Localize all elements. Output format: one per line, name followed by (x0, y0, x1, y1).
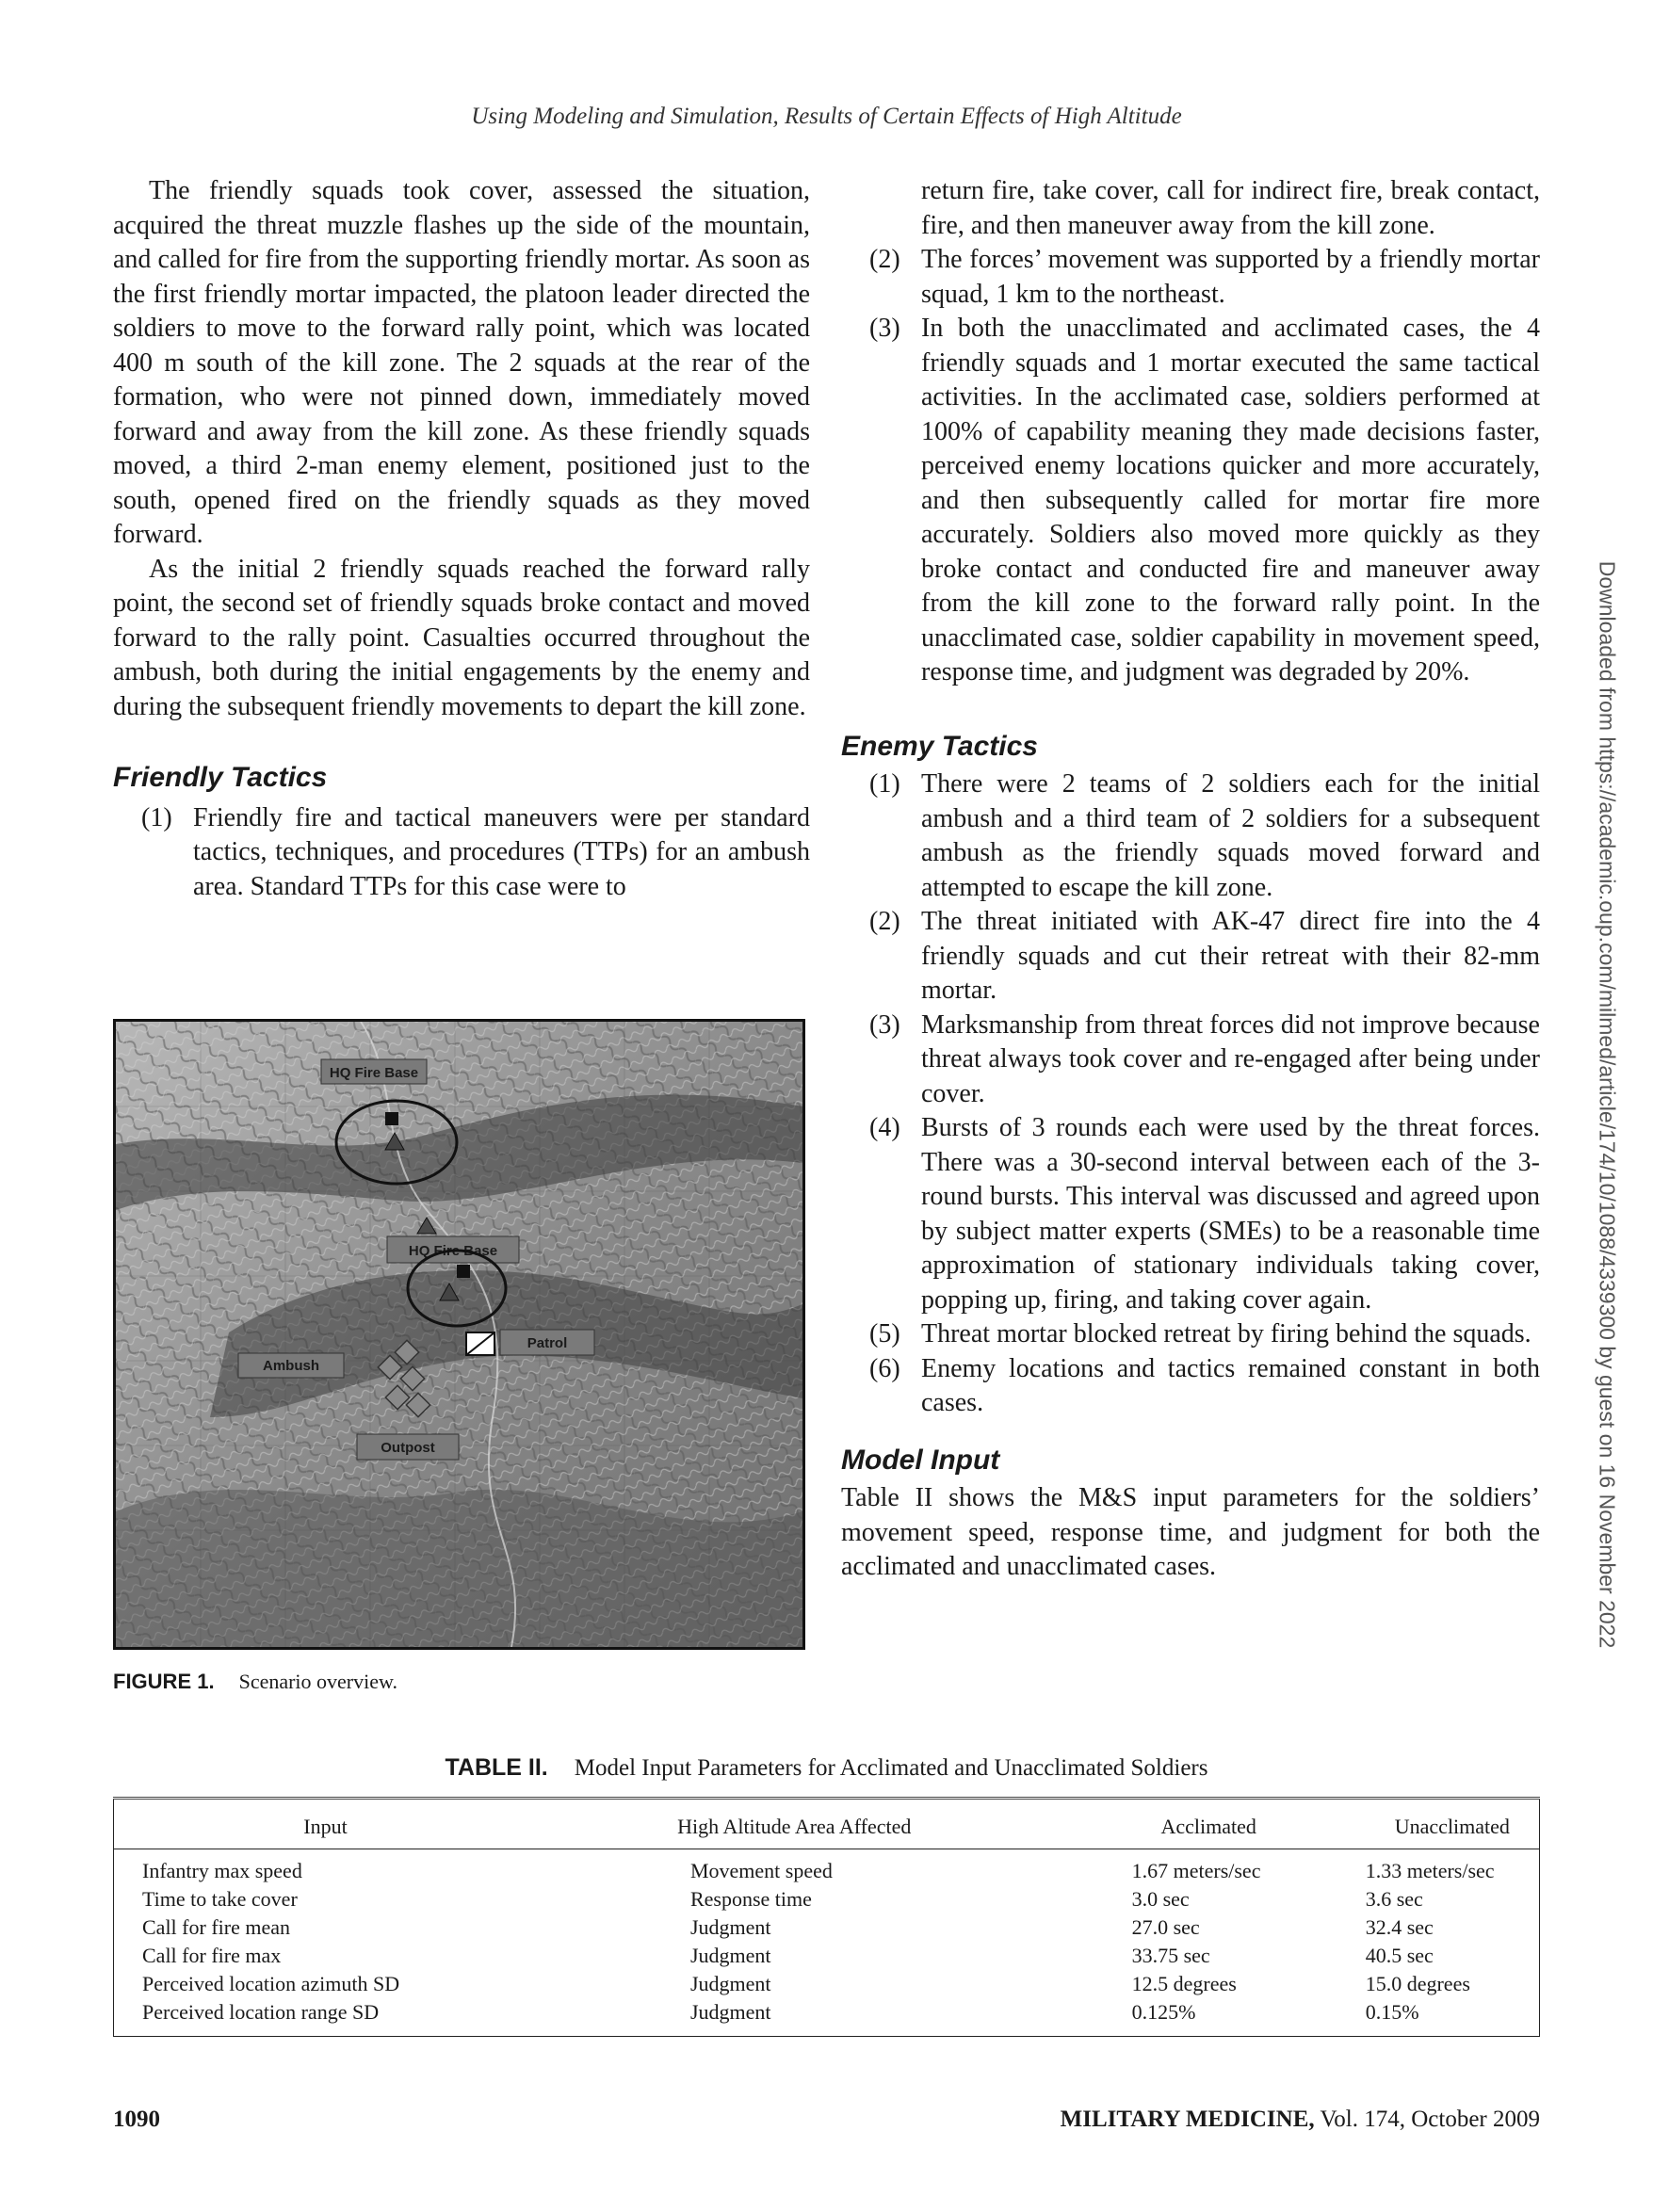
table-row (114, 1942, 1540, 1970)
table-cell: 32.4 sec (1365, 1915, 1434, 1939)
left-column (113, 174, 810, 904)
table-cell: 1.33 meters/sec (1365, 1859, 1495, 1882)
table-row (114, 1913, 1540, 1942)
table-caption-label: TABLE II. (445, 1754, 548, 1781)
download-watermark (1595, 535, 1620, 1674)
list-text: The threat initiated with AK-47 direct fire into the 4 friendly squads and cut their retreat with their 82-mm mortar. (921, 907, 1540, 1005)
list-item (841, 905, 1540, 1009)
body-paragraph: The friendly squads took cover, assessed the situation, acquired the threat muzzle flashes up the side of the mountain, and called for fire from the supporting friendly mortar. As soon as the first friendly mortar impacted, the platoon leader directed the soldiers to move to the forward rally point, which was located 400 m south of the kill zone. The 2 squads at the rear of the formation, who were not pinned down, immediately moved forward and away from the kill zone. As these friendly squads moved, a third 2-man enemy element, positioned just to the south, opened fired on the friendly squads as they moved forward. (113, 176, 810, 549)
table-cell: 15.0 degrees (1365, 1972, 1470, 1995)
list-number: (1) (869, 769, 900, 799)
table-cell: Judgment (689, 2000, 771, 2024)
journal-issue: Vol. 174, October 2009 (1314, 2107, 1540, 2132)
table-cell: Judgment (689, 1944, 771, 1967)
list-text: Friendly fire and tactical maneuvers were per standard tactics, techniques, and procedures (TTPs) for an ambush area. Standard TTPs for this case were to (193, 802, 810, 901)
table-cell: Time to take cover (142, 1887, 298, 1911)
right-column (841, 174, 1540, 1585)
body-paragraph: As the initial 2 friendly squads reached the forward rally point, the second set of friendly squads broke contact and moved forward to the rally point. Casualties occurred throughout the ambush, both during the initial engagements by the enemy and during the subsequent friendly movements to depart the kill zone. (113, 554, 810, 721)
list-item-continued: return fire, take cover, call for indirect fire, break contact, fire, and then maneuver away from the kill zone. (921, 176, 1540, 240)
table-cell: 0.125% (1131, 2000, 1196, 2024)
enemy-tactics-heading: Enemy Tactics (841, 730, 1038, 762)
model-input-heading: Model Input (841, 1444, 1000, 1476)
list-text: The forces’ movement was supported by a friendly mortar squad, 1 km to the northeast. (921, 245, 1540, 309)
map-label-outpost: Outpost (381, 1440, 435, 1456)
download-watermark-text: Downloaded from https://academic.oup.com/milmed/article/174/10/1088/4339300 by guest on 16 November 2022 (1595, 560, 1620, 1649)
list-text: In both the unacclimated and acclimated cases, the 4 friendly squads and 1 mortar executed the same tactical activities. In the acclimated case, soldiers performed at 100% of capability meaning they made decisions faster, perceived enemy locations quicker and more accurately, and then subsequently called for mortar fire more accurately. Soldiers also moved more quickly as they broke contact and conducted fire and maneuver away from the kill zone to the forward rally point. In the unacclimated case, soldier capability in movement speed, response time, and judgment was degraded by 20%. (921, 314, 1540, 686)
list-item (841, 1111, 1540, 1317)
running-head: Using Modeling and Simulation, Results of Certain Effects of High Altitude (471, 104, 1182, 129)
map-label-patrol: Patrol (527, 1335, 568, 1351)
list-number: (3) (869, 314, 900, 343)
figure-caption-label: FIGURE 1. (113, 1670, 215, 1693)
list-number: (3) (869, 1009, 900, 1040)
table-cell: Response time (689, 1887, 812, 1911)
list-number: (6) (869, 1353, 900, 1383)
list-text: Bursts of 3 rounds each were used by the threat forces. There was a 30-second interval between each of the 3-round bursts. This interval was discussed and agreed upon by subject matter experts (SMEs) to be a reasonable time approximation of stationary individuals taking cover, popping up, firing, and taking cover again. (921, 1113, 1540, 1315)
list-item (113, 801, 810, 905)
table-cell: 1.67 meters/sec (1131, 1859, 1261, 1882)
list-text: Marksmanship from threat forces did not improve because threat always took cover and re-engaged after being under cover. (921, 1009, 1540, 1108)
list-item (841, 767, 1540, 905)
list-item (841, 312, 1540, 690)
table-row (114, 1885, 1540, 1913)
terrain-map (116, 1022, 802, 1647)
table-row (114, 1998, 1540, 2037)
table-cell: 40.5 sec (1365, 1944, 1434, 1967)
table-row (114, 1970, 1540, 1998)
list-text: Threat mortar blocked retreat by firing behind the squads. (921, 1319, 1531, 1348)
table-row (114, 1849, 1540, 1886)
table-caption (0, 1754, 1653, 1782)
figure-caption (113, 1670, 397, 1694)
list-item (841, 1317, 1540, 1352)
column-header: Unacclimated (1366, 1799, 1540, 1849)
table-cell: 3.0 sec (1131, 1887, 1190, 1911)
list-number: (2) (869, 245, 900, 274)
table-cell: Infantry max speed (142, 1859, 302, 1882)
map-label-hq-top: HQ Fire Base (329, 1065, 419, 1081)
table-cell: Call for fire max (142, 1944, 282, 1967)
figure-caption-text: Scenario overview. (238, 1670, 397, 1693)
list-item (841, 243, 1540, 312)
table-cell: 12.5 degrees (1131, 1972, 1237, 1995)
map-label-ambush: Ambush (263, 1358, 319, 1374)
table-cell: Movement speed (689, 1859, 833, 1882)
column-header: Acclimated (1052, 1799, 1366, 1849)
enemy-tactics-list (841, 767, 1540, 1421)
table-cell: Perceived location range SD (142, 2000, 380, 2024)
column-header: High Altitude Area Affected (537, 1799, 1052, 1849)
table-cell: Judgment (689, 1972, 771, 1995)
hq-unit-marker (385, 1112, 398, 1125)
list-item (841, 1009, 1540, 1112)
column-header: Input (114, 1799, 537, 1849)
table-cell: Perceived location azimuth SD (142, 1972, 400, 1995)
table-cell: Judgment (689, 1915, 771, 1939)
table-header-row (114, 1799, 1540, 1849)
friendly-tactics-list-continued (841, 243, 1540, 690)
table-cell: Call for fire mean (142, 1915, 290, 1939)
list-number: (2) (869, 907, 900, 936)
map-label-hq-mid: HQ Fire Base (408, 1243, 498, 1259)
journal-name: MILITARY MEDICINE, (1060, 2107, 1315, 2132)
table-cell: 27.0 sec (1131, 1915, 1200, 1939)
hq-unit-marker (457, 1265, 470, 1278)
table-cell: 3.6 sec (1365, 1887, 1423, 1911)
list-number: (1) (141, 802, 172, 832)
model-input-table (113, 1797, 1540, 2037)
table-cell: 33.75 sec (1131, 1944, 1210, 1967)
list-number: (5) (869, 1319, 900, 1348)
list-number: (4) (869, 1113, 900, 1142)
list-text: Enemy locations and tactics remained constant in both cases. (921, 1353, 1540, 1417)
table-cell: 0.15% (1365, 2000, 1419, 2024)
journal-citation (1061, 2107, 1540, 2133)
list-item (841, 1352, 1540, 1421)
friendly-tactics-list (113, 801, 810, 905)
page-number: 1090 (113, 2107, 160, 2132)
table-caption-text: Model Input Parameters for Acclimated and Unacclimated Soldiers (574, 1755, 1208, 1781)
list-text: There were 2 teams of 2 soldiers each for the initial ambush and a third team of 2 soldiers for a subsequent ambush as the friendly squads moved forward and attempted to escape the kill zone. (921, 769, 1540, 902)
scenario-map-figure (113, 1019, 805, 1650)
body-paragraph: Table II shows the M&S input parameters for the soldiers’ movement speed, response time, and judgment for both the acclimated and unacclimated cases. (841, 1483, 1540, 1581)
friendly-tactics-heading: Friendly Tactics (113, 762, 328, 793)
